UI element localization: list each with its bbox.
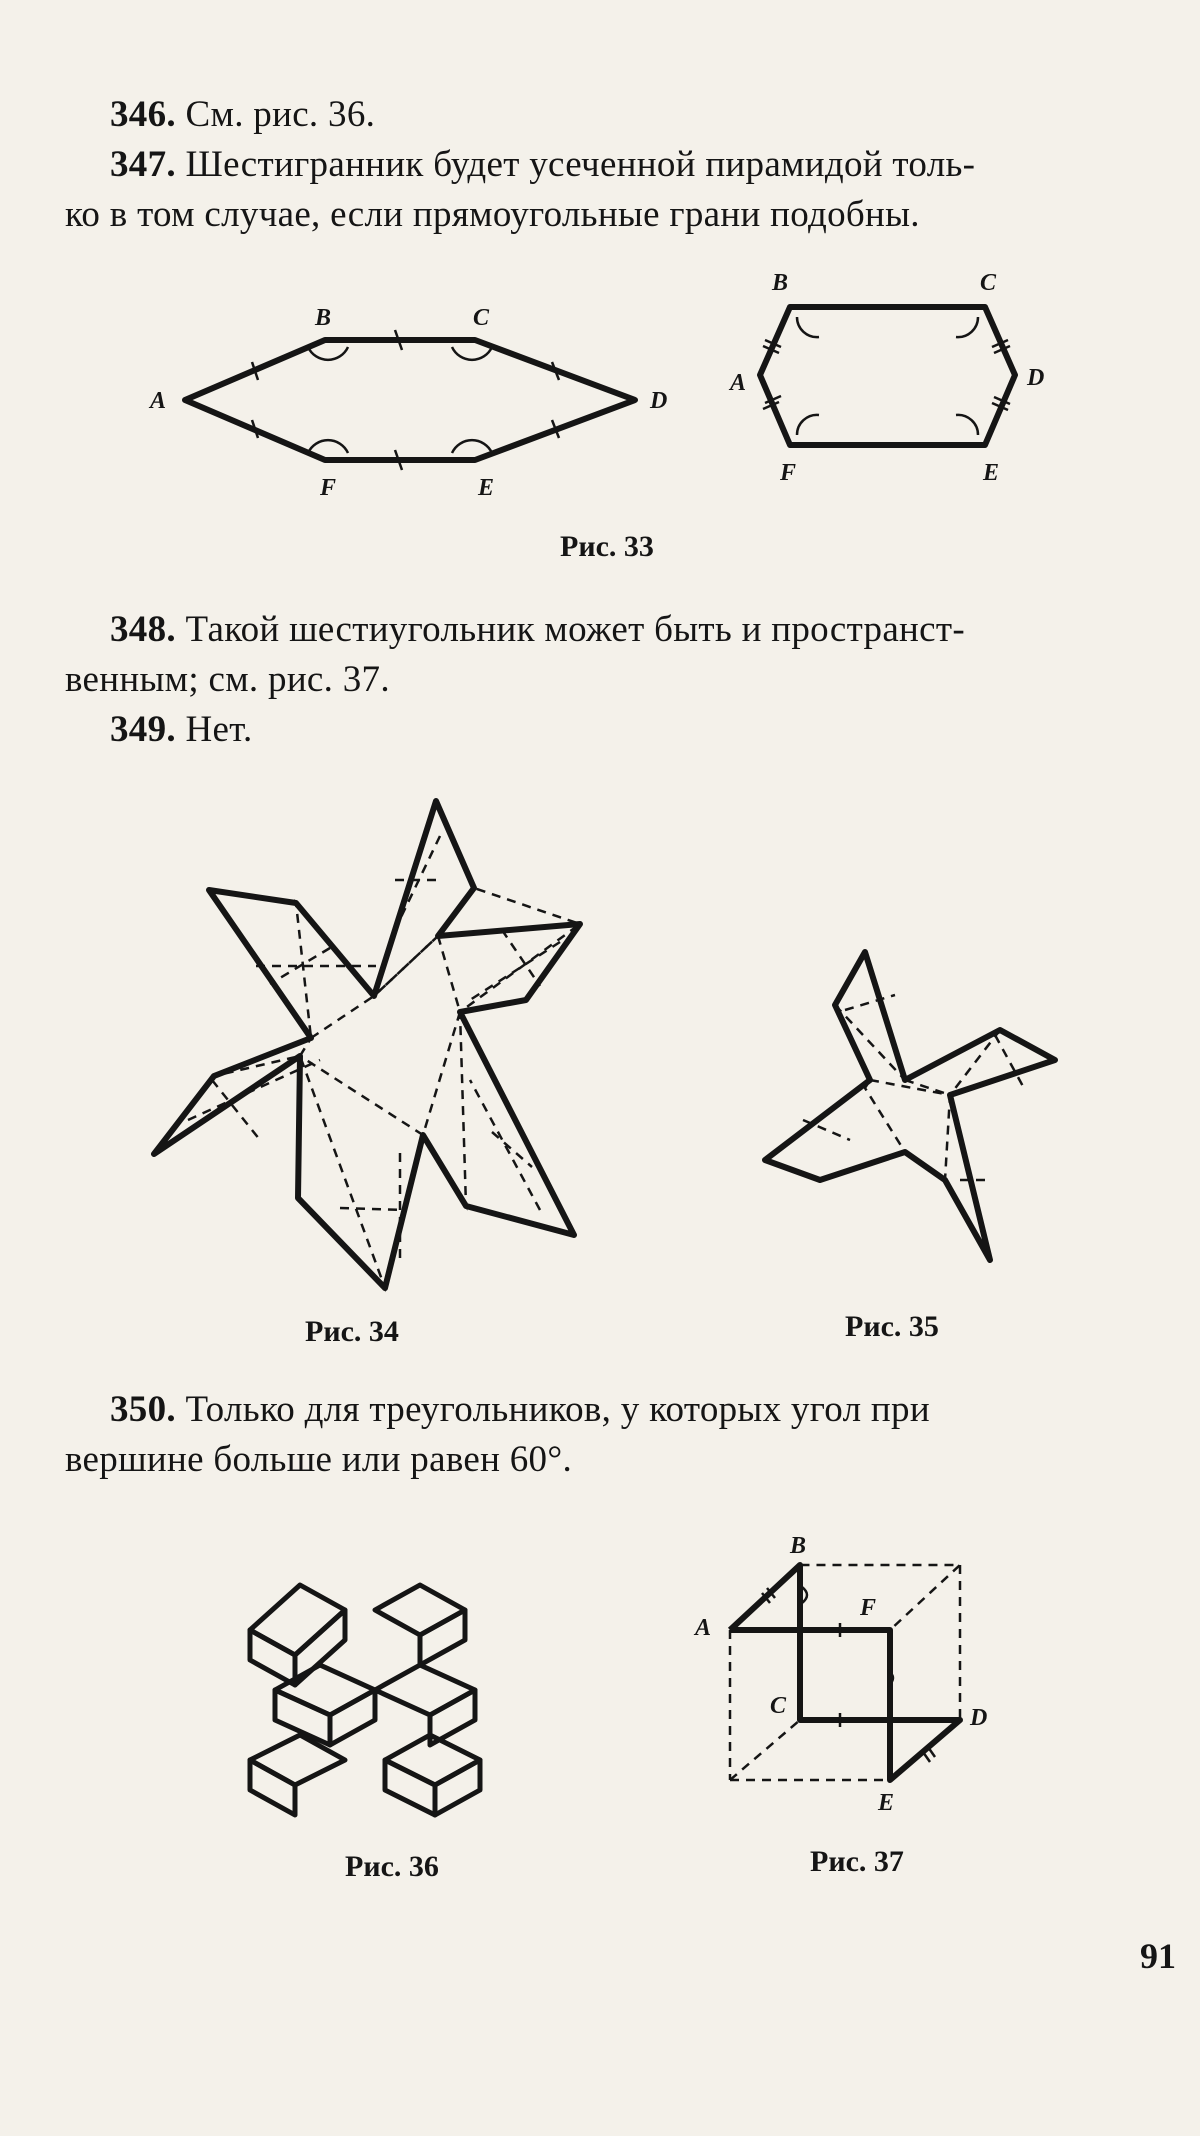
problem-346: [65, 90, 1165, 140]
figure-33-right-hexagon: [715, 265, 1095, 505]
vertex-label: C: [980, 270, 997, 296]
problem-number: 350.: [110, 1389, 176, 1430]
vertex-label: A: [730, 370, 747, 396]
vertex-label: A: [695, 1615, 712, 1641]
problem-text: вершине больше или равен 60°.: [65, 1439, 572, 1480]
figure-33-caption: Рис. 33: [560, 530, 654, 563]
vertex-label: E: [878, 1790, 895, 1816]
vertex-label: A: [150, 388, 167, 414]
problem-347: [65, 140, 1165, 240]
problem-text: Шестигранник будет усеченной пирамидой толь-: [185, 144, 976, 185]
vertex-label: F: [320, 475, 337, 501]
problem-348: [65, 605, 1165, 705]
figure-34-caption: Рис. 34: [305, 1315, 399, 1348]
vertex-label: F: [780, 460, 797, 486]
problem-350: [65, 1385, 1165, 1485]
problem-text: Только для треугольников, у которых угол при: [185, 1389, 930, 1430]
problem-number: 348.: [110, 609, 176, 650]
vertex-label: B: [772, 270, 789, 296]
page-number: 91: [1140, 1936, 1176, 1976]
problem-349: [65, 705, 1165, 755]
vertex-label: B: [315, 305, 332, 331]
vertex-label: C: [473, 305, 490, 331]
figure-35-cross-net: [755, 940, 1085, 1280]
vertex-label: B: [790, 1533, 807, 1559]
vertex-label: D: [970, 1705, 988, 1731]
figure-36-caption: Рис. 36: [345, 1850, 439, 1883]
figure-34-star-net: [140, 780, 660, 1320]
figure-37-cube: [690, 1525, 1030, 1825]
figure-37-caption: Рис. 37: [810, 1845, 904, 1878]
problem-text: См. рис. 36.: [185, 94, 376, 135]
vertex-label: E: [983, 460, 1000, 486]
vertex-label: C: [770, 1693, 787, 1719]
problem-text: ко в том случае, если прямоугольные грани подобны.: [65, 194, 920, 235]
problem-number: 346.: [110, 94, 176, 135]
problem-text: Такой шестиугольник может быть и пространст-: [185, 609, 965, 650]
figure-36-cube-cross: [245, 1580, 525, 1840]
problem-text: венным; см. рис. 37.: [65, 659, 390, 700]
vertex-label: F: [860, 1595, 877, 1621]
figure-33-left-hexagon: [140, 290, 700, 520]
problem-number: 349.: [110, 709, 176, 750]
vertex-label: D: [650, 388, 668, 414]
figure-35-caption: Рис. 35: [845, 1310, 939, 1343]
problem-number: 347.: [110, 144, 176, 185]
problem-text: Нет.: [185, 709, 253, 750]
vertex-label: E: [478, 475, 495, 501]
vertex-label: D: [1027, 365, 1045, 391]
